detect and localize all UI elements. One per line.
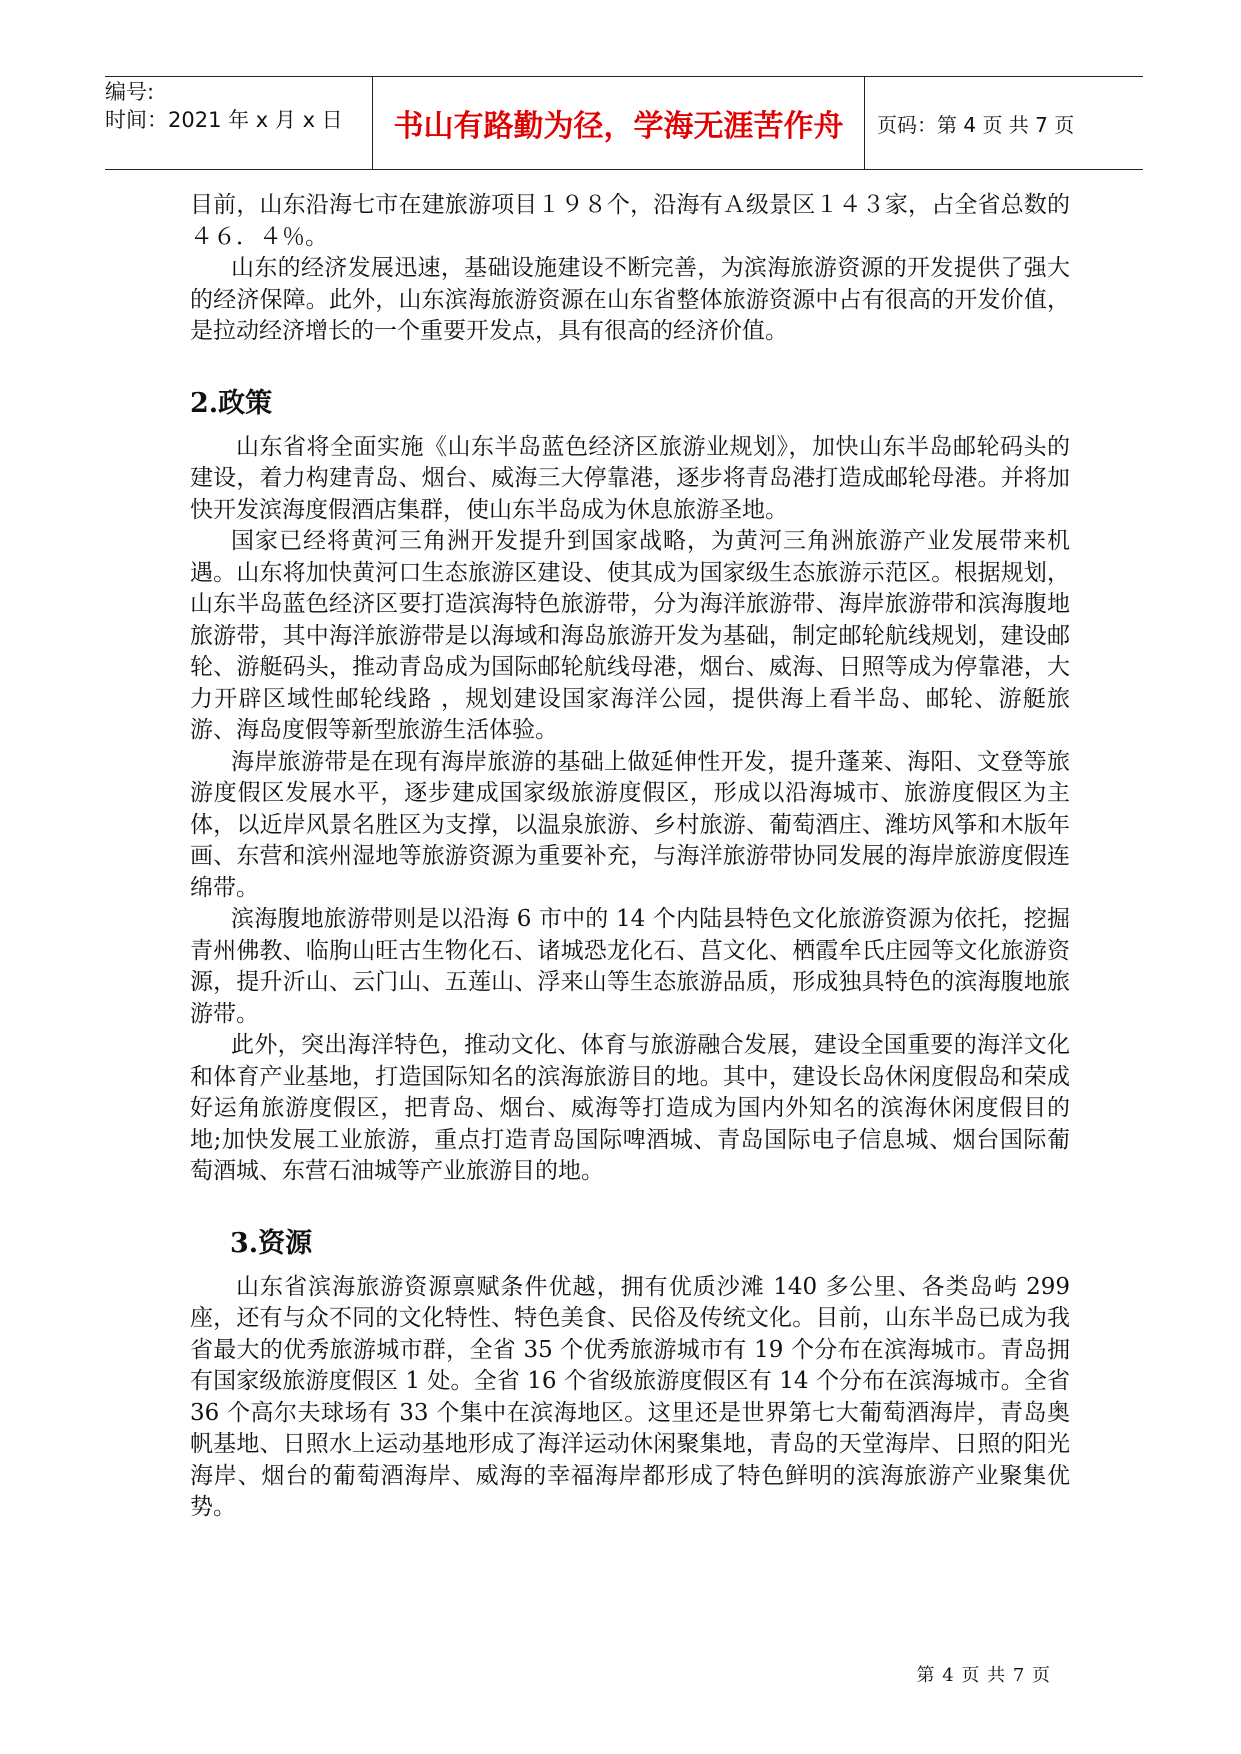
section-heading-policy: 2.政策: [190, 387, 273, 419]
page-footer: 第 4 页 共 7 页: [916, 1665, 1051, 1686]
section-heading-resources: 3.资源: [230, 1227, 313, 1259]
paragraph: 此外，突出海洋特色，推动文化、体育与旅游融合发展，建设全国重要的海洋文化和体育产业基地，打造国际知名的滨海旅游目的地。其中，建设长岛休闲度假岛和荣成好运角旅游度假区，把青岛、烟台、威海等打造成为国内外知名的滨海休闲度假目的地;加快发展工业旅游，重点打造青岛国际啤酒城、青岛国际电子信息城、烟台国际葡萄酒城、东营石油城等产业旅游目的地。: [190, 1032, 1070, 1184]
time-label: 时间：2021 年 x 月 x 日: [105, 108, 343, 132]
page-header: [105, 76, 1143, 170]
paragraph: 山东省将全面实施《山东半岛蓝色经济区旅游业规划》，加快山东半岛邮轮码头的建设，着力构建青岛、烟台、威海三大停靠港，逐步将青岛港打造成邮轮母港。并将加快开发滨海度假酒店集群，使山东半岛成为休息旅游圣地。: [190, 433, 1070, 523]
document-body: [190, 190, 1070, 1524]
paragraph: 滨海腹地旅游带则是以沿海 6 市中的 14 个内陆县特色文化旅游资源为依托，挖掘青州佛教、临朐山旺古生物化石、诸城恐龙化石、莒文化、栖霞牟氏庄园等文化旅游资源，提升沂山、云门山、五莲山、浮来山等生态旅游品质，形成独具特色的滨海腹地旅游带。: [190, 906, 1070, 1027]
paragraph: 海岸旅游带是在现有海岸旅游的基础上做延伸性开发，提升蓬莱、海阳、文登等旅游度假区发展水平，逐步建成国家级旅游度假区，形成以沿海城市、旅游度假区为主体，以近岸风景名胜区为支撑，以温泉旅游、乡村旅游、葡萄酒庄、潍坊风筝和木版年画、东营和滨州湿地等旅游资源为重要补充，与海洋旅游带协同发展的海岸旅游度假连绵带。: [190, 748, 1070, 901]
header-motto: 书山有路勤为径，学海无涯苦作舟: [372, 77, 865, 169]
paragraph: 山东的经济发展迅速，基础设施建设不断完善，为滨海旅游资源的开发提供了强大的经济保障。此外，山东滨海旅游资源在山东省整体旅游资源中占有很高的开发价值，是拉动经济增长的一个重要开发点，具有很高的经济价值。: [190, 255, 1070, 344]
number-label: 编号:: [105, 80, 155, 104]
header-page-label: 页码：第 4 页 共 7 页: [877, 112, 1075, 137]
paragraph: 目前，山东沿海七市在建旅游项目１９８个，沿海有Ａ级景区１４３家，占全省总数的４６．４％。: [190, 192, 1070, 250]
paragraph: 国家已经将黄河三角洲开发提升到国家战略，为黄河三角洲旅游产业发展带来机遇。山东将加快黄河口生态旅游区建设、使其成为国家级生态旅游示范区。根据规划，山东半岛蓝色经济区要打造滨海特色旅游带，分为海洋旅游带、海岸旅游带和滨海腹地旅游带，其中海洋旅游带是以海域和海岛旅游开发为基础，制定邮轮航线规划，建设邮轮、游艇码头，推动青岛成为国际邮轮航线母港，烟台、威海、日照等成为停靠港，大力开辟区域性邮轮线路 ，规划建设国家海洋公园，提供海上看半岛、邮轮、游艇旅游、海岛度假等新型旅游生活体验。: [190, 528, 1070, 743]
paragraph: 山东省滨海旅游资源禀赋条件优越，拥有优质沙滩 140 多公里、各类岛屿 299 座，还有与众不同的文化特性、特色美食、民俗及传统文化。目前，山东半岛已成为我省最大的优秀旅游城市群，全省 35 个优秀旅游城市有 19 个分布在滨海城市。青岛拥有国家级旅游度假区 1 处。全省 16 个省级旅游度假区有 14 个分布在滨海城市。全省 36 个高尔夫球场有 33 个集中在滨海地区。这里还是世界第七大葡萄酒海岸，青岛奥帆基地、日照水上运动基地形成了海洋运动休闲聚集地，青岛的天堂海岸、日照的阳光海岸、烟台的葡萄酒海岸、威海的幸福海岸都形成了特色鲜明的滨海旅游产业聚集优势。: [190, 1273, 1070, 1520]
header-meta: [105, 77, 372, 169]
